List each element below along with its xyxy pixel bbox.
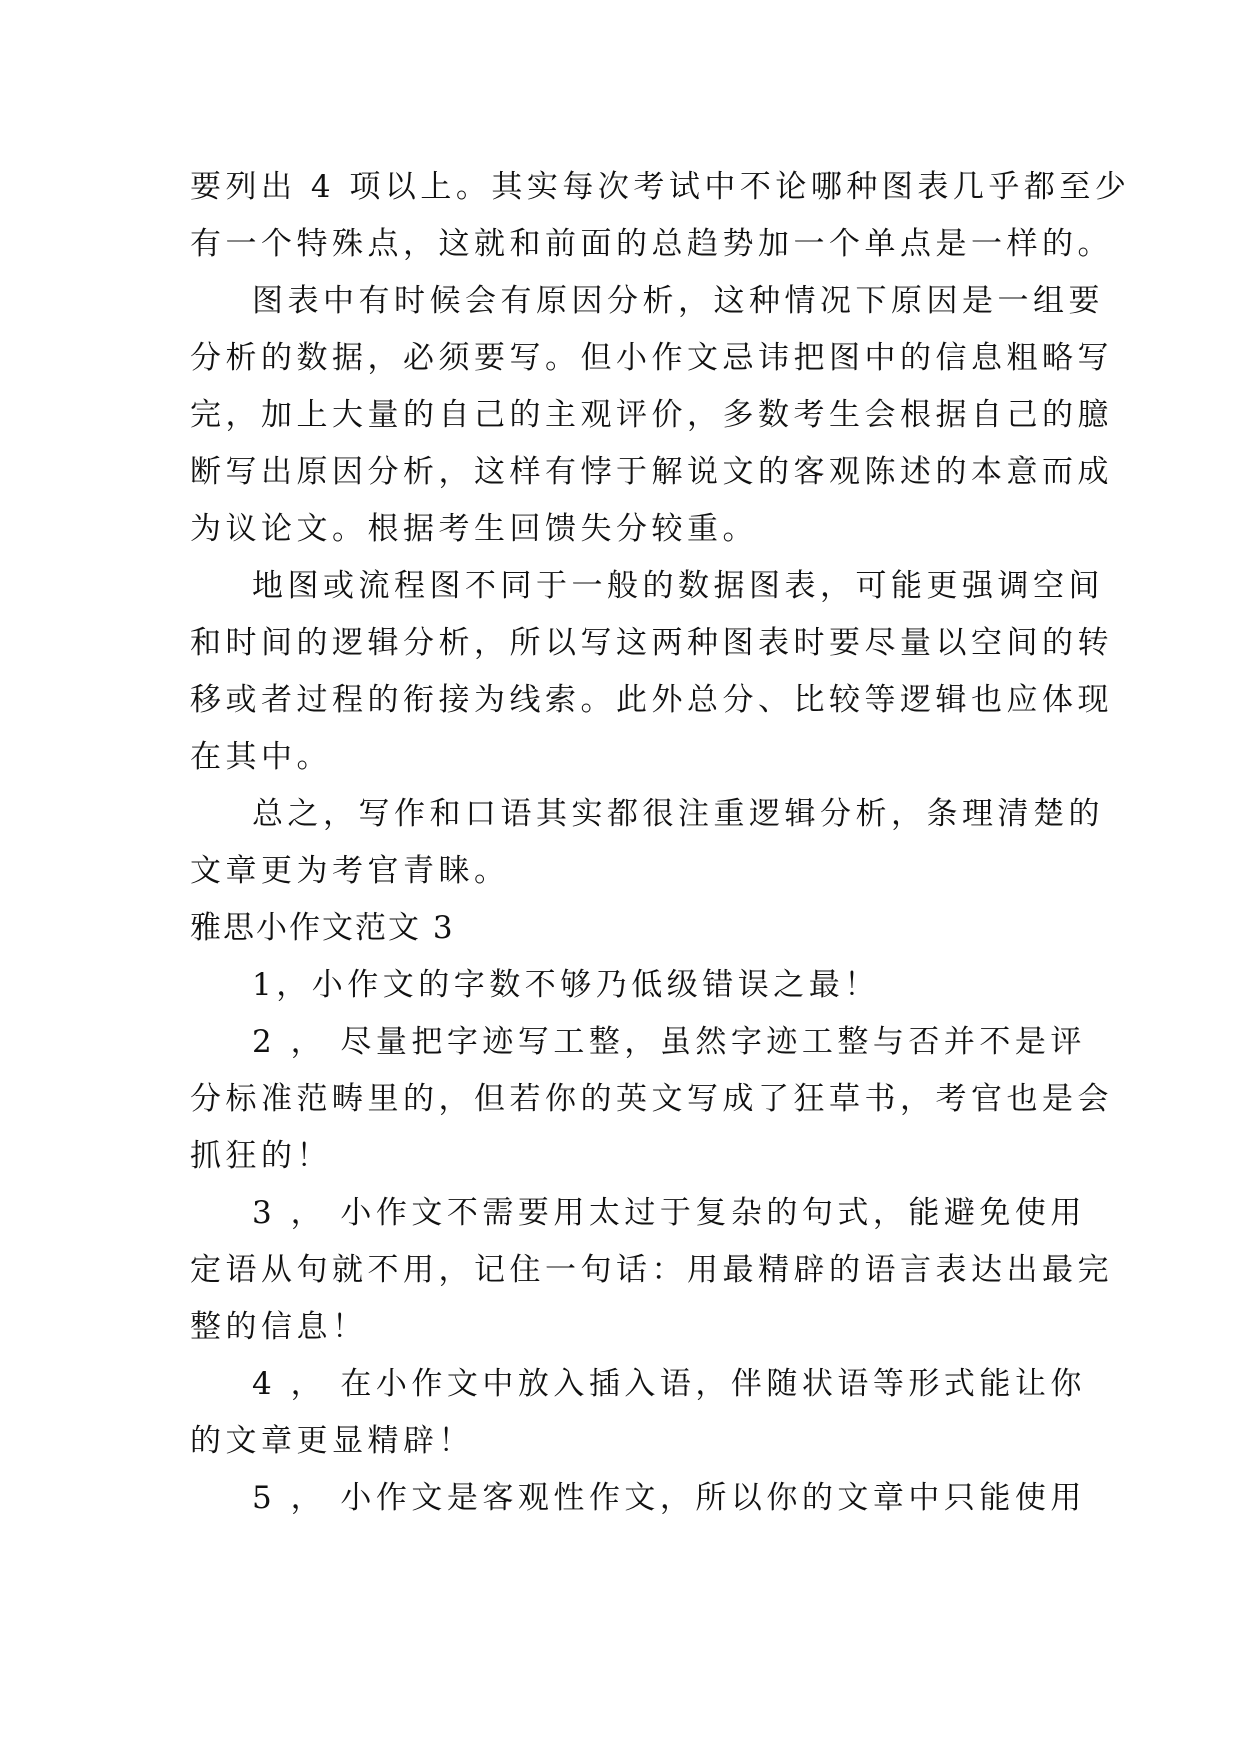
text-line: 有一个特殊点，这就和前面的总趋势加一个单点是一样的。 — [190, 226, 1113, 262]
text-line: 分析的数据，必须要写。但小作文忌讳把图中的信息粗略写 — [190, 340, 1113, 376]
list-item-5: 5 ， 小作文是客观性作文，所以你的文章中只能使用 — [252, 1480, 1086, 1516]
text-line: 移或者过程的衔接为线索。此外总分、比较等逻辑也应体现 — [190, 682, 1113, 718]
text-line: 为议论文。根据考生回馈失分较重。 — [190, 511, 758, 547]
section-heading: 雅思小作文范文 3 — [190, 910, 455, 946]
text-line: 定语从句就不用，记住一句话：用最精辟的语言表达出最完 — [190, 1252, 1113, 1288]
text-line: 在其中。 — [190, 739, 332, 775]
list-item-1: 1，小作文的字数不够乃低级错误之最！ — [252, 967, 880, 1003]
text-line: 要列出 4 项以上。其实每次考试中不论哪种图表几乎都至少 — [190, 169, 1131, 205]
text-line: 整的信息！ — [190, 1309, 368, 1345]
text-line: 分标准范畴里的，但若你的英文写成了狂草书，考官也是会 — [190, 1081, 1113, 1117]
text-line: 断写出原因分析，这样有悖于解说文的客观陈述的本意而成 — [190, 454, 1113, 490]
text-line: 完，加上大量的自己的主观评价，多数考生会根据自己的臆 — [190, 397, 1113, 433]
paragraph-first-line: 地图或流程图不同于一般的数据图表，可能更强调空间 — [252, 568, 1104, 604]
list-item-2: 2 ， 尽量把字迹写工整，虽然字迹工整与否并不是评 — [252, 1024, 1086, 1060]
list-item-3: 3 ， 小作文不需要用太过于复杂的句式，能避免使用 — [252, 1195, 1086, 1231]
text-line: 文章更为考官青睐。 — [190, 853, 510, 889]
text-line: 的文章更显精辟！ — [190, 1423, 474, 1459]
paragraph-first-line: 总之，写作和口语其实都很注重逻辑分析，条理清楚的 — [252, 796, 1104, 832]
list-item-4: 4 ， 在小作文中放入插入语，伴随状语等形式能让你 — [252, 1366, 1086, 1402]
text-line: 和时间的逻辑分析，所以写这两种图表时要尽量以空间的转 — [190, 625, 1113, 661]
paragraph-first-line: 图表中有时候会有原因分析，这种情况下原因是一组要 — [252, 283, 1104, 319]
text-line: 抓狂的！ — [190, 1138, 332, 1174]
